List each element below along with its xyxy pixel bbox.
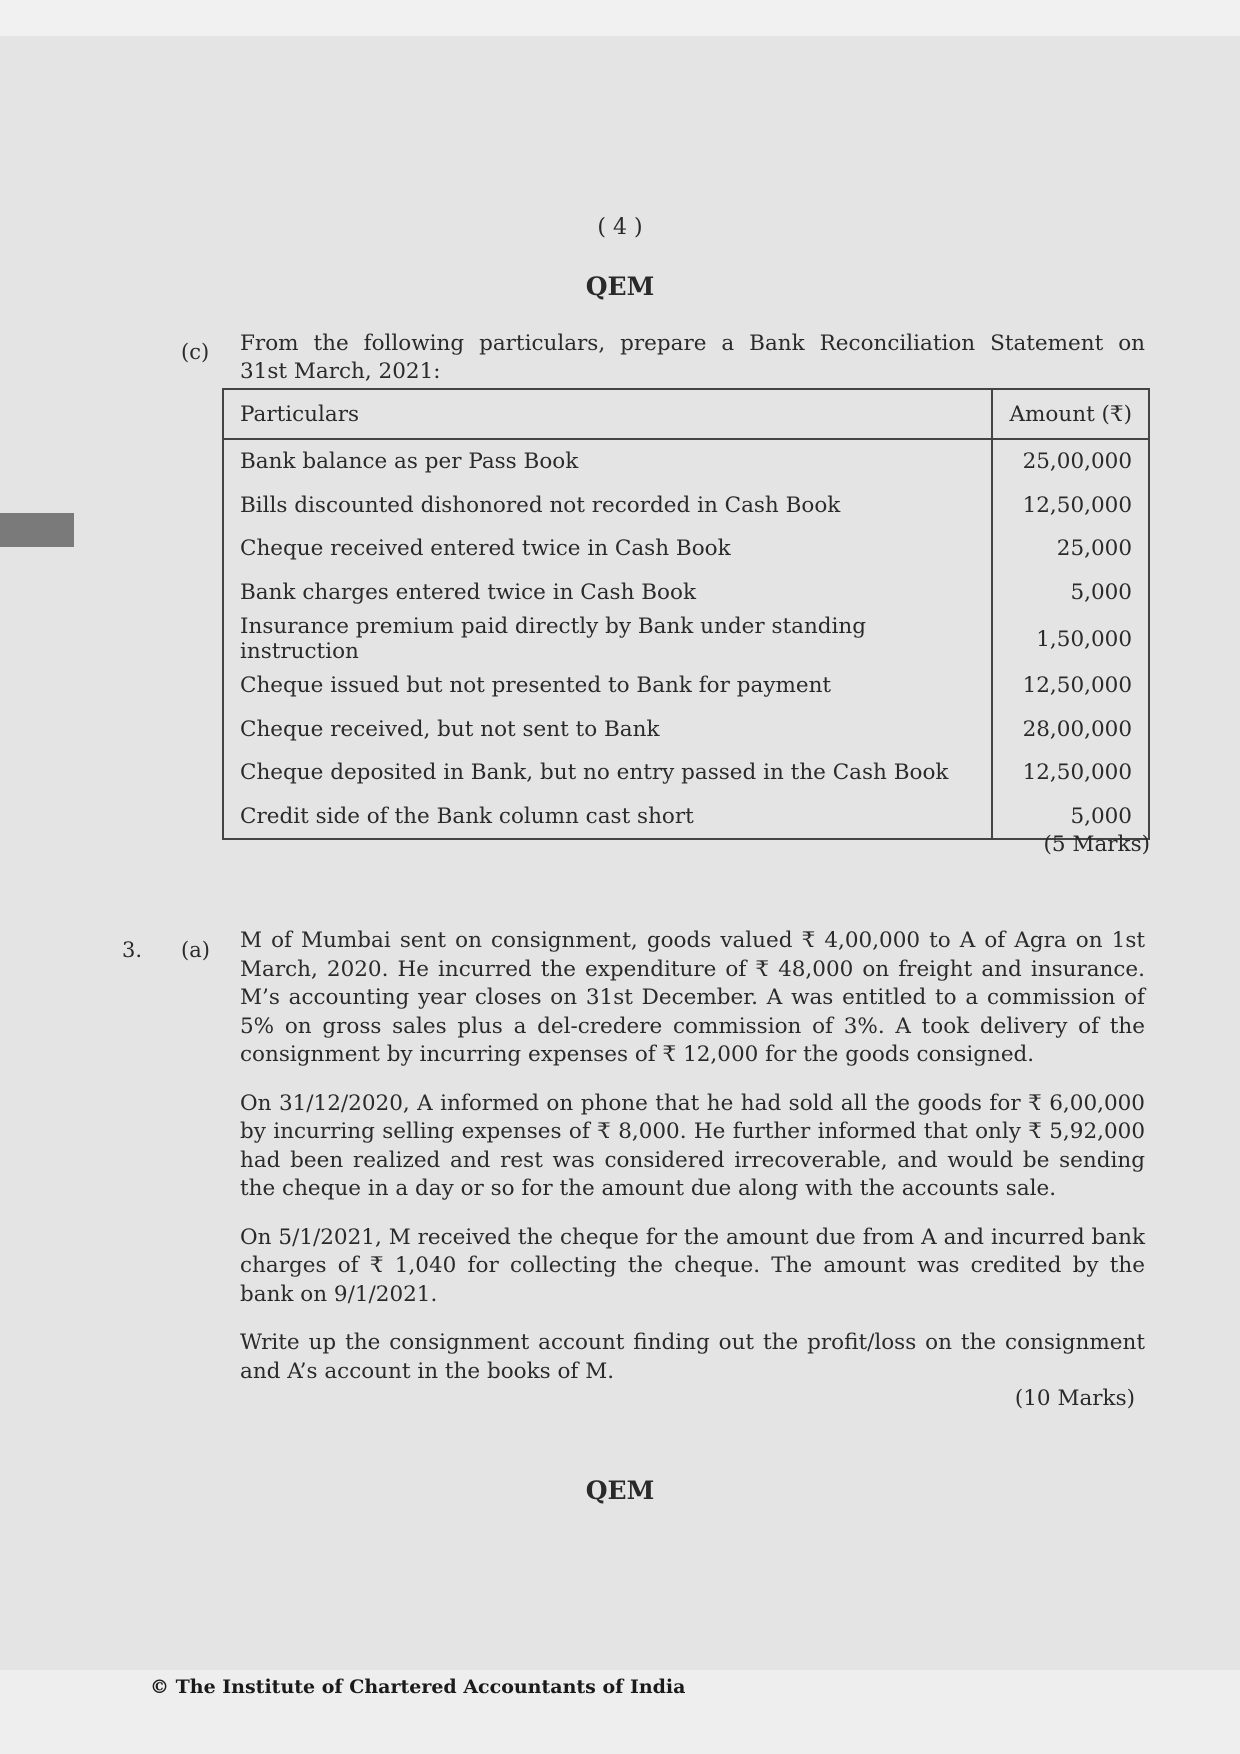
question-3-number: 3.	[122, 938, 143, 962]
row-particular: Credit side of the Bank column cast short	[223, 795, 992, 840]
row-particular: Cheque issued but not presented to Bank for payment	[223, 664, 992, 708]
question-c-label: (c)	[181, 340, 210, 364]
row-amount: 25,00,000	[992, 439, 1149, 484]
table-row	[223, 527, 1149, 571]
table-row	[223, 484, 1149, 528]
table-row	[223, 708, 1149, 752]
question-3a-paragraph: On 5/1/2021, M received the cheque for the amount due from A and incurred bank charges of ₹ 1,040 for collecting the cheque. The amount was credited by the bank on 9/1/2021.	[240, 1224, 1145, 1307]
row-amount: 1,50,000	[992, 614, 1149, 664]
question-3a-paragraph: Write up the consignment account finding out the profit/loss on the consignment and A’s account in the books of M.	[240, 1330, 1145, 1384]
table-header-row	[223, 389, 1149, 439]
binding-mark	[0, 513, 74, 547]
row-amount: 12,50,000	[992, 751, 1149, 795]
header-amount: Amount (₹)	[992, 389, 1149, 439]
header-code: QEM	[585, 272, 655, 301]
question-3a-marks: (10 Marks)	[1014, 1386, 1135, 1411]
row-amount: 12,50,000	[992, 484, 1149, 528]
row-particular: Cheque deposited in Bank, but no entry passed in the Cash Book	[223, 751, 992, 795]
question-3a-paragraph: On 31/12/2020, A informed on phone that he had sold all the goods for ₹ 6,00,000 by incurring selling expenses of ₹ 8,000. He further informed that only ₹ 5,92,000 had been realized and rest was considered irrecoverable, and would be sending the cheque in a day or so for the amount due along with the accounts sale.	[240, 1090, 1145, 1201]
row-particular: Cheque received entered twice in Cash Book	[223, 527, 992, 571]
row-particular: Bank charges entered twice in Cash Book	[223, 571, 992, 615]
page-number: ( 4 )	[597, 215, 643, 240]
table-row	[223, 439, 1149, 484]
header-particulars: Particulars	[223, 389, 992, 439]
footer-code: QEM	[585, 1476, 655, 1505]
row-amount: 25,000	[992, 527, 1149, 571]
table-row	[223, 664, 1149, 708]
table-row	[223, 614, 1149, 664]
question-c-intro	[240, 330, 1145, 386]
question-c-intro-line1: From the following particulars, prepare a Bank Reconciliation Statement on	[240, 331, 1145, 356]
row-particular: Cheque received, but not sent to Bank	[223, 708, 992, 752]
row-amount: 12,50,000	[992, 664, 1149, 708]
scan-edge-top	[0, 0, 1240, 36]
question-3a-paragraph: M of Mumbai sent on consignment, goods valued ₹ 4,00,000 to A of Agra on 1st March, 2020. He incurred the expenditure of ₹ 48,000 on freight and insurance. M’s accounting year closes on 31st December. A was entitled to a commission of 5% on gross sales plus a del-credere commission of 3%. A took delivery of the consignment by incurring expenses of ₹ 12,000 for the goods consigned.	[240, 928, 1145, 1067]
table-row	[223, 751, 1149, 795]
question-c-intro-line2: 31st March, 2021:	[240, 359, 441, 384]
copyright-notice: © The Institute of Chartered Accountants of India	[150, 1676, 686, 1698]
row-particular: Bills discounted dishonored not recorded in Cash Book	[223, 484, 992, 528]
row-particular: Bank balance as per Pass Book	[223, 439, 992, 484]
question-c-marks: (5 Marks)	[1043, 832, 1150, 857]
row-amount: 28,00,000	[992, 708, 1149, 752]
row-amount: 5,000	[992, 795, 1149, 840]
bank-reconciliation-table	[222, 388, 1150, 840]
row-particular: Insurance premium paid directly by Bank under standing instruction	[223, 614, 992, 664]
question-3a-body	[240, 927, 1145, 1406]
row-amount: 5,000	[992, 571, 1149, 615]
question-3a-label: (a)	[181, 938, 210, 962]
table-row	[223, 571, 1149, 615]
